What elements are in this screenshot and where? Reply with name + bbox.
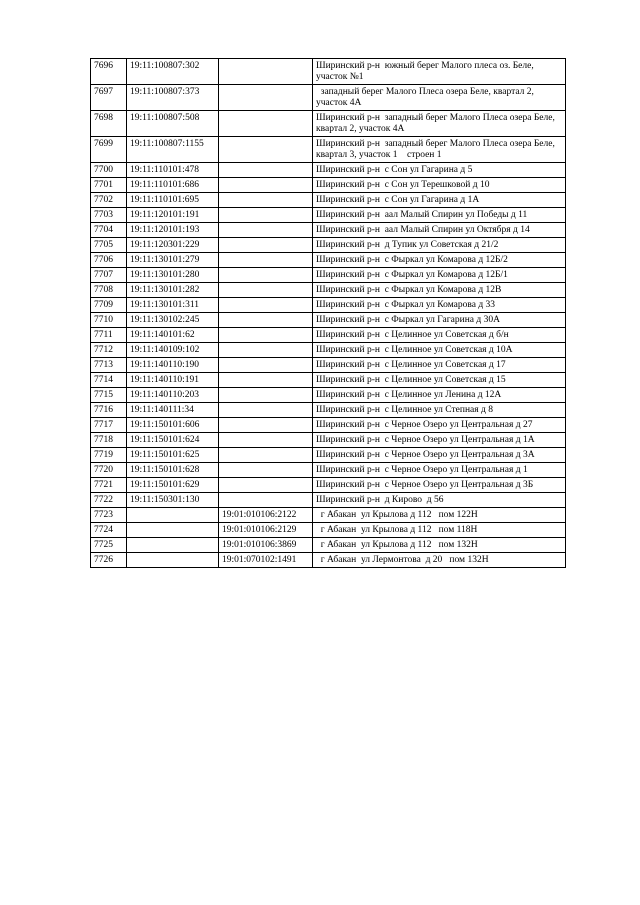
cadastral-number-cell: 19:11:140111:34 [127, 403, 219, 418]
address-cell: Ширинский р-н с Целинное ул Ленина д 12А [313, 388, 566, 403]
cadastral-number-new-cell [219, 298, 313, 313]
cadastral-number-cell: 19:11:130101:280 [127, 268, 219, 283]
address-cell: Ширинский р-н аал Малый Спирин ул Октября д 14 [313, 223, 566, 238]
row-number-cell: 7716 [91, 403, 127, 418]
row-number-cell: 7715 [91, 388, 127, 403]
address-cell: Ширинский р-н д Кирово д 56 [313, 493, 566, 508]
table-row [91, 193, 566, 208]
table-row [91, 478, 566, 493]
address-cell: Ширинский р-н западный берег Малого Плеса озера Беле, квартал 2, участок 4А [313, 111, 566, 137]
cadastral-number-new-cell [219, 358, 313, 373]
row-number-cell: 7719 [91, 448, 127, 463]
address-cell: Ширинский р-н с Целинное ул Советская д 15 [313, 373, 566, 388]
row-number-cell: 7705 [91, 238, 127, 253]
table-row [91, 313, 566, 328]
table-row [91, 388, 566, 403]
cadastral-number-new-cell [219, 111, 313, 137]
table-row [91, 223, 566, 238]
cadastral-number-cell: 19:11:100807:373 [127, 85, 219, 111]
address-cell: Ширинский р-н с Целинное ул Советская д 10А [313, 343, 566, 358]
cadastral-number-cell: 19:11:140101:62 [127, 328, 219, 343]
row-number-cell: 7718 [91, 433, 127, 448]
cadastral-number-cell: 19:11:140110:190 [127, 358, 219, 373]
cadastral-number-new-cell [219, 478, 313, 493]
cadastral-number-cell: 19:11:120101:191 [127, 208, 219, 223]
cadastral-number-cell: 19:11:130101:282 [127, 283, 219, 298]
cadastral-number-cell: 19:11:100807:1155 [127, 137, 219, 163]
table-row [91, 433, 566, 448]
address-cell: Ширинский р-н с Целинное ул Степная д 8 [313, 403, 566, 418]
address-cell: Ширинский р-н южный берег Малого плеса оз. Беле, участок №1 [313, 59, 566, 85]
row-number-cell: 7703 [91, 208, 127, 223]
table-row [91, 448, 566, 463]
cadastral-number-cell: 19:11:150101:606 [127, 418, 219, 433]
row-number-cell: 7724 [91, 523, 127, 538]
row-number-cell: 7697 [91, 85, 127, 111]
table-row [91, 538, 566, 553]
row-number-cell: 7712 [91, 343, 127, 358]
table-row [91, 85, 566, 111]
cadastral-number-new-cell [219, 433, 313, 448]
table-row [91, 343, 566, 358]
cadastral-number-new-cell [219, 268, 313, 283]
cadastral-number-new-cell [219, 163, 313, 178]
table-row [91, 553, 566, 568]
cadastral-number-cell: 19:11:130102:245 [127, 313, 219, 328]
table-body [91, 59, 566, 568]
cadastral-number-new-cell [219, 463, 313, 478]
row-number-cell: 7698 [91, 111, 127, 137]
table-row [91, 298, 566, 313]
address-cell: Ширинский р-н с Целинное ул Советская д б/н [313, 328, 566, 343]
cadastral-number-cell: 19:11:110101:478 [127, 163, 219, 178]
cadastral-number-cell: 19:11:130101:279 [127, 253, 219, 268]
table-row [91, 403, 566, 418]
cadastral-number-cell [127, 508, 219, 523]
address-cell: Ширинский р-н с Фыркал ул Гагарина д 30А [313, 313, 566, 328]
row-number-cell: 7699 [91, 137, 127, 163]
row-number-cell: 7707 [91, 268, 127, 283]
row-number-cell: 7700 [91, 163, 127, 178]
cadastral-number-new-cell [219, 223, 313, 238]
cadastral-number-cell: 19:11:110101:695 [127, 193, 219, 208]
table-row [91, 373, 566, 388]
table-row [91, 463, 566, 478]
cadastral-number-cell: 19:11:150101:629 [127, 478, 219, 493]
row-number-cell: 7701 [91, 178, 127, 193]
row-number-cell: 7717 [91, 418, 127, 433]
cadastral-number-new-cell [219, 418, 313, 433]
table-row [91, 137, 566, 163]
row-number-cell: 7725 [91, 538, 127, 553]
address-cell: г Абакан ул Крылова д 112 пом 132Н [313, 538, 566, 553]
address-cell: Ширинский р-н с Фыркал ул Комарова д 33 [313, 298, 566, 313]
cadastral-number-cell: 19:11:140109:102 [127, 343, 219, 358]
cadastral-number-new-cell [219, 403, 313, 418]
cadastral-number-cell: 19:11:140110:203 [127, 388, 219, 403]
row-number-cell: 7710 [91, 313, 127, 328]
cadastral-number-cell: 19:11:150301:130 [127, 493, 219, 508]
address-cell: Ширинский р-н западный берег Малого Плеса озера Беле, квартал 3, участок 1 строен 1 [313, 137, 566, 163]
address-cell: г Абакан ул Крылова д 112 пом 122Н [313, 508, 566, 523]
row-number-cell: 7711 [91, 328, 127, 343]
cadastral-number-new-cell [219, 178, 313, 193]
address-cell: Ширинский р-н с Фыркал ул Комарова д 12В [313, 283, 566, 298]
row-number-cell: 7708 [91, 283, 127, 298]
table-row [91, 358, 566, 373]
row-number-cell: 7709 [91, 298, 127, 313]
table-row [91, 523, 566, 538]
table-row [91, 268, 566, 283]
cadastral-number-new-cell: 19:01:010106:3869 [219, 538, 313, 553]
cadastral-number-new-cell [219, 253, 313, 268]
row-number-cell: 7720 [91, 463, 127, 478]
cadastral-number-new-cell [219, 493, 313, 508]
cadastral-number-cell: 19:11:150101:624 [127, 433, 219, 448]
cadastral-number-new-cell [219, 313, 313, 328]
address-cell: Ширинский р-н д Тупик ул Советская д 21/2 [313, 238, 566, 253]
address-cell: Ширинский р-н с Черное Озеро ул Центральная д 27 [313, 418, 566, 433]
address-cell: Ширинский р-н с Черное Озеро ул Центральная д 1 [313, 463, 566, 478]
cadastral-number-new-cell [219, 137, 313, 163]
address-cell: г Абакан ул Лермонтова д 20 пом 132Н [313, 553, 566, 568]
cadastral-number-cell: 19:11:120301:229 [127, 238, 219, 253]
address-cell: г Абакан ул Крылова д 112 пом 118Н [313, 523, 566, 538]
cadastral-number-cell [127, 538, 219, 553]
cadastral-number-new-cell [219, 373, 313, 388]
table-row [91, 493, 566, 508]
table-row [91, 178, 566, 193]
address-cell: Ширинский р-н аал Малый Спирин ул Победы д 11 [313, 208, 566, 223]
table-row [91, 253, 566, 268]
cadastral-register-table [90, 58, 566, 568]
address-cell: Ширинский р-н с Целинное ул Советская д 17 [313, 358, 566, 373]
cadastral-number-cell: 19:11:100807:302 [127, 59, 219, 85]
cadastral-number-new-cell [219, 208, 313, 223]
table-row [91, 111, 566, 137]
table-row [91, 238, 566, 253]
cadastral-number-new-cell [219, 193, 313, 208]
cadastral-number-cell: 19:11:120101:193 [127, 223, 219, 238]
row-number-cell: 7706 [91, 253, 127, 268]
row-number-cell: 7726 [91, 553, 127, 568]
cadastral-number-cell [127, 553, 219, 568]
cadastral-number-cell: 19:11:100807:508 [127, 111, 219, 137]
cadastral-number-new-cell [219, 388, 313, 403]
address-cell: Ширинский р-н с Сон ул Терешковой д 10 [313, 178, 566, 193]
row-number-cell: 7702 [91, 193, 127, 208]
table-row [91, 59, 566, 85]
cadastral-number-cell: 19:11:130101:311 [127, 298, 219, 313]
cadastral-number-new-cell [219, 59, 313, 85]
address-cell: Ширинский р-н с Черное Озеро ул Центральная д 1А [313, 433, 566, 448]
cadastral-number-new-cell [219, 238, 313, 253]
cadastral-number-cell: 19:11:150101:628 [127, 463, 219, 478]
row-number-cell: 7723 [91, 508, 127, 523]
table-row [91, 508, 566, 523]
cadastral-number-cell: 19:11:140110:191 [127, 373, 219, 388]
table-row [91, 328, 566, 343]
cadastral-number-new-cell: 19:01:010106:2122 [219, 508, 313, 523]
row-number-cell: 7714 [91, 373, 127, 388]
table-row [91, 163, 566, 178]
cadastral-number-new-cell [219, 328, 313, 343]
cadastral-number-cell [127, 523, 219, 538]
cadastral-number-cell: 19:11:110101:686 [127, 178, 219, 193]
cadastral-number-new-cell: 19:01:070102:1491 [219, 553, 313, 568]
row-number-cell: 7722 [91, 493, 127, 508]
table-row [91, 208, 566, 223]
address-cell: Ширинский р-н с Сон ул Гагарина д 5 [313, 163, 566, 178]
address-cell: Ширинский р-н с Сон ул Гагарина д 1А [313, 193, 566, 208]
row-number-cell: 7721 [91, 478, 127, 493]
cadastral-number-cell: 19:11:150101:625 [127, 448, 219, 463]
address-cell: западный берег Малого Плеса озера Беле, квартал 2, участок 4А [313, 85, 566, 111]
row-number-cell: 7704 [91, 223, 127, 238]
row-number-cell: 7696 [91, 59, 127, 85]
row-number-cell: 7713 [91, 358, 127, 373]
address-cell: Ширинский р-н с Фыркал ул Комарова д 12Б/2 [313, 253, 566, 268]
address-cell: Ширинский р-н с Фыркал ул Комарова д 12Б/1 [313, 268, 566, 283]
cadastral-number-new-cell [219, 448, 313, 463]
cadastral-number-new-cell: 19:01:010106:2129 [219, 523, 313, 538]
table-row [91, 283, 566, 298]
address-cell: Ширинский р-н с Черное Озеро ул Центральная д 3А [313, 448, 566, 463]
address-cell: Ширинский р-н с Черное Озеро ул Центральная д 3Б [313, 478, 566, 493]
cadastral-number-new-cell [219, 343, 313, 358]
cadastral-number-new-cell [219, 283, 313, 298]
table-row [91, 418, 566, 433]
cadastral-number-new-cell [219, 85, 313, 111]
